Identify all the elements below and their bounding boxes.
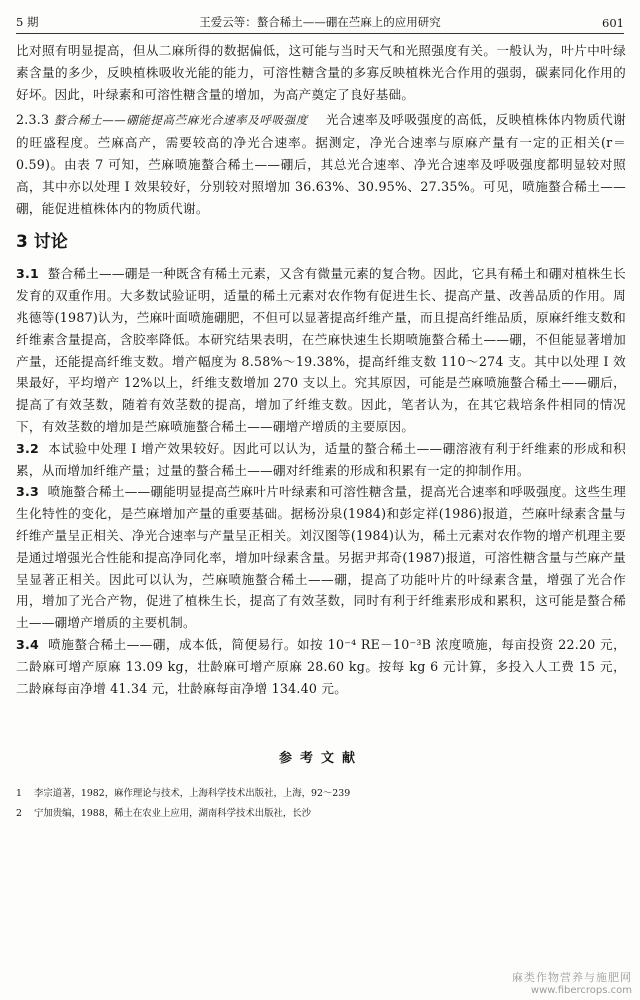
reference-text: 李宗道著，1982，麻作理论与技术，上海科学技术出版社，上海，92～239 bbox=[34, 788, 351, 800]
reference-item bbox=[16, 784, 626, 804]
section-3-heading: 3 讨论 bbox=[16, 232, 68, 253]
site-watermark bbox=[512, 969, 632, 996]
discussion-3-1-text: 螯合稀土——硼是一种既含有稀土元素，又含有微量元素的复合物。因此，它具有稀土和硼对植株生长发育的双重作用。大多数试验证明，适量的稀土元素对农作物有促进生长、提高产量、改善品质的作用。周兆德等(1987)认为，苎麻叶面喷施硼肥，不但可以显著提高纤维产量，而且提高纤维品质，原麻纤维支数和纤维素含量提高，含胶率降低。本研究结果表明，在苎麻快速生长期喷施螯合稀土——硼，不但能显著增加产量，还能提高纤维支数。增产幅度为 8.58%～19.38%，提高纤维支数 110～274 支。其中以处理 I 效果最好，平均增产 12%以上，纤维支数增加 270 支以上。究其原因，可能是苎麻喷施螯合稀土——硼后，提高了有效茎数，随着有效茎数的提高，增加了纤维支数。因此，笔者认为，在其它栽培条件相同的情况下，有效茎数的增加是苎麻喷施螯合稀土——硼增产增质的主要原因。 bbox=[16, 266, 626, 434]
section-2-3-3 bbox=[16, 109, 626, 219]
reference-text: 宁加贵编，1988，稀土在农业上应用，湖南科学技术出版社，长沙 bbox=[34, 808, 311, 820]
article-body bbox=[16, 40, 626, 824]
issue-number: 5 期 bbox=[16, 15, 39, 29]
section-2-3-3-text: 光合速率及呼吸强度的高低，反映植株体内物质代谢的旺盛程度。苎麻高产，需要较高的净光合速率。据测定，净光合速率与原麻产量有一定的正相关(r＝0.59)。由表 7 可知，苎麻喷施螯合稀土——硼后，其总光合速率、净光合速率及呼吸强度都明显较对照高，其中亦以处理 I 效果较好，分别较对照增加 36.63%、30.95%、27.35%。可见，喷施螯合稀土——硼，能促进植株体内的物质代谢。 bbox=[16, 112, 626, 216]
reference-item bbox=[16, 804, 626, 824]
reference-number: 2 bbox=[16, 808, 22, 820]
discussion-3-3 bbox=[16, 481, 626, 634]
references-heading: 参考文献 bbox=[278, 751, 363, 767]
discussion-3-4-number: 3.4 bbox=[16, 636, 40, 652]
page-number: 601 bbox=[602, 16, 624, 30]
running-header bbox=[16, 12, 624, 34]
reference-number: 1 bbox=[16, 788, 22, 800]
discussion-3-4-text: 喷施螯合稀土——硼，成本低，简便易行。如按 10⁻⁴ RE－10⁻³B 浓度喷施，每亩投资 22.20 元，二龄麻可增产原麻 13.09 kg，壮龄麻可增产原麻 28.60 kg。按每 kg 6 元计算，多投入人工费 15 元，二龄麻每亩净增 41.34 元，壮龄麻每亩净增 134.40 元。 bbox=[16, 636, 626, 696]
discussion-3-1-number: 3.1 bbox=[16, 266, 40, 282]
discussion-3-3-text: 喷施螯合稀土——硼能明显提高苎麻叶片叶绿素和可溶性糖含量，提高光合速率和呼吸强度。这些生理生化特性的变化，是苎麻增加产量的重要基础。据杨汾泉(1984)和彭定祥(1986)报道，苎麻叶绿素含量与纤维产量呈正相关、净光合速率与产量呈正相关。刘汉图等(1984)认为，稀土元素对农作物的增产机理主要是通过增强光合性能和提高净同化率，增加叶绿素含量。另据尹邦奇(1987)报道，可溶性糖含量与苎麻产量呈显著正相关。因此可以认为，苎麻喷施螯合稀土——硼，提高了功能叶片的叶绿素含量，增强了光合作用，增加了光合产物，促进了植株生长，提高了有效茎数，同时有利于纤维素形成和累积，这可能是螯合稀土——硼增产增质的主要机制。 bbox=[16, 484, 626, 631]
watermark-site-name: 麻类作物营养与施肥网 bbox=[512, 971, 632, 984]
discussion-3-1 bbox=[16, 263, 626, 437]
discussion-3-2-text: 本试验中处理 I 增产效果较好。因此可以认为，适量的螯合稀土——硼溶液有利于纤维素的形成和积累，从而增加纤维产量；过量的螯合稀土——硼对纤维素的形成和积累有一定的抑制作用。 bbox=[16, 440, 626, 478]
section-2-3-3-title: 螯合稀土——硼能提高苎麻光合速率及呼吸强度 bbox=[53, 113, 308, 128]
discussion-3-3-number: 3.3 bbox=[16, 484, 40, 500]
watermark-url: www.fibercrops.com bbox=[530, 985, 632, 996]
intro-paragraph: 比对照有明显提高，但从二麻所得的数据偏低，这可能与当时天气和光照强度有关。一般认为，叶片中叶绿素含量的多少，反映植株吸收光能的能力，可溶性糖含量的多寡反映植株光合作用的强弱，碳素同化作用的好坏。因此，叶绿素和可溶性糖含量的增加，为高产奠定了良好基础。 bbox=[16, 43, 626, 102]
section-2-3-3-number: 2.3.3 bbox=[16, 112, 50, 128]
discussion-3-4 bbox=[16, 634, 626, 699]
discussion-3-2-number: 3.2 bbox=[16, 440, 40, 456]
discussion-3-2 bbox=[16, 438, 626, 482]
running-title: 王爱云等：螯合稀土——硼在苎麻上的应用研究 bbox=[199, 15, 441, 29]
